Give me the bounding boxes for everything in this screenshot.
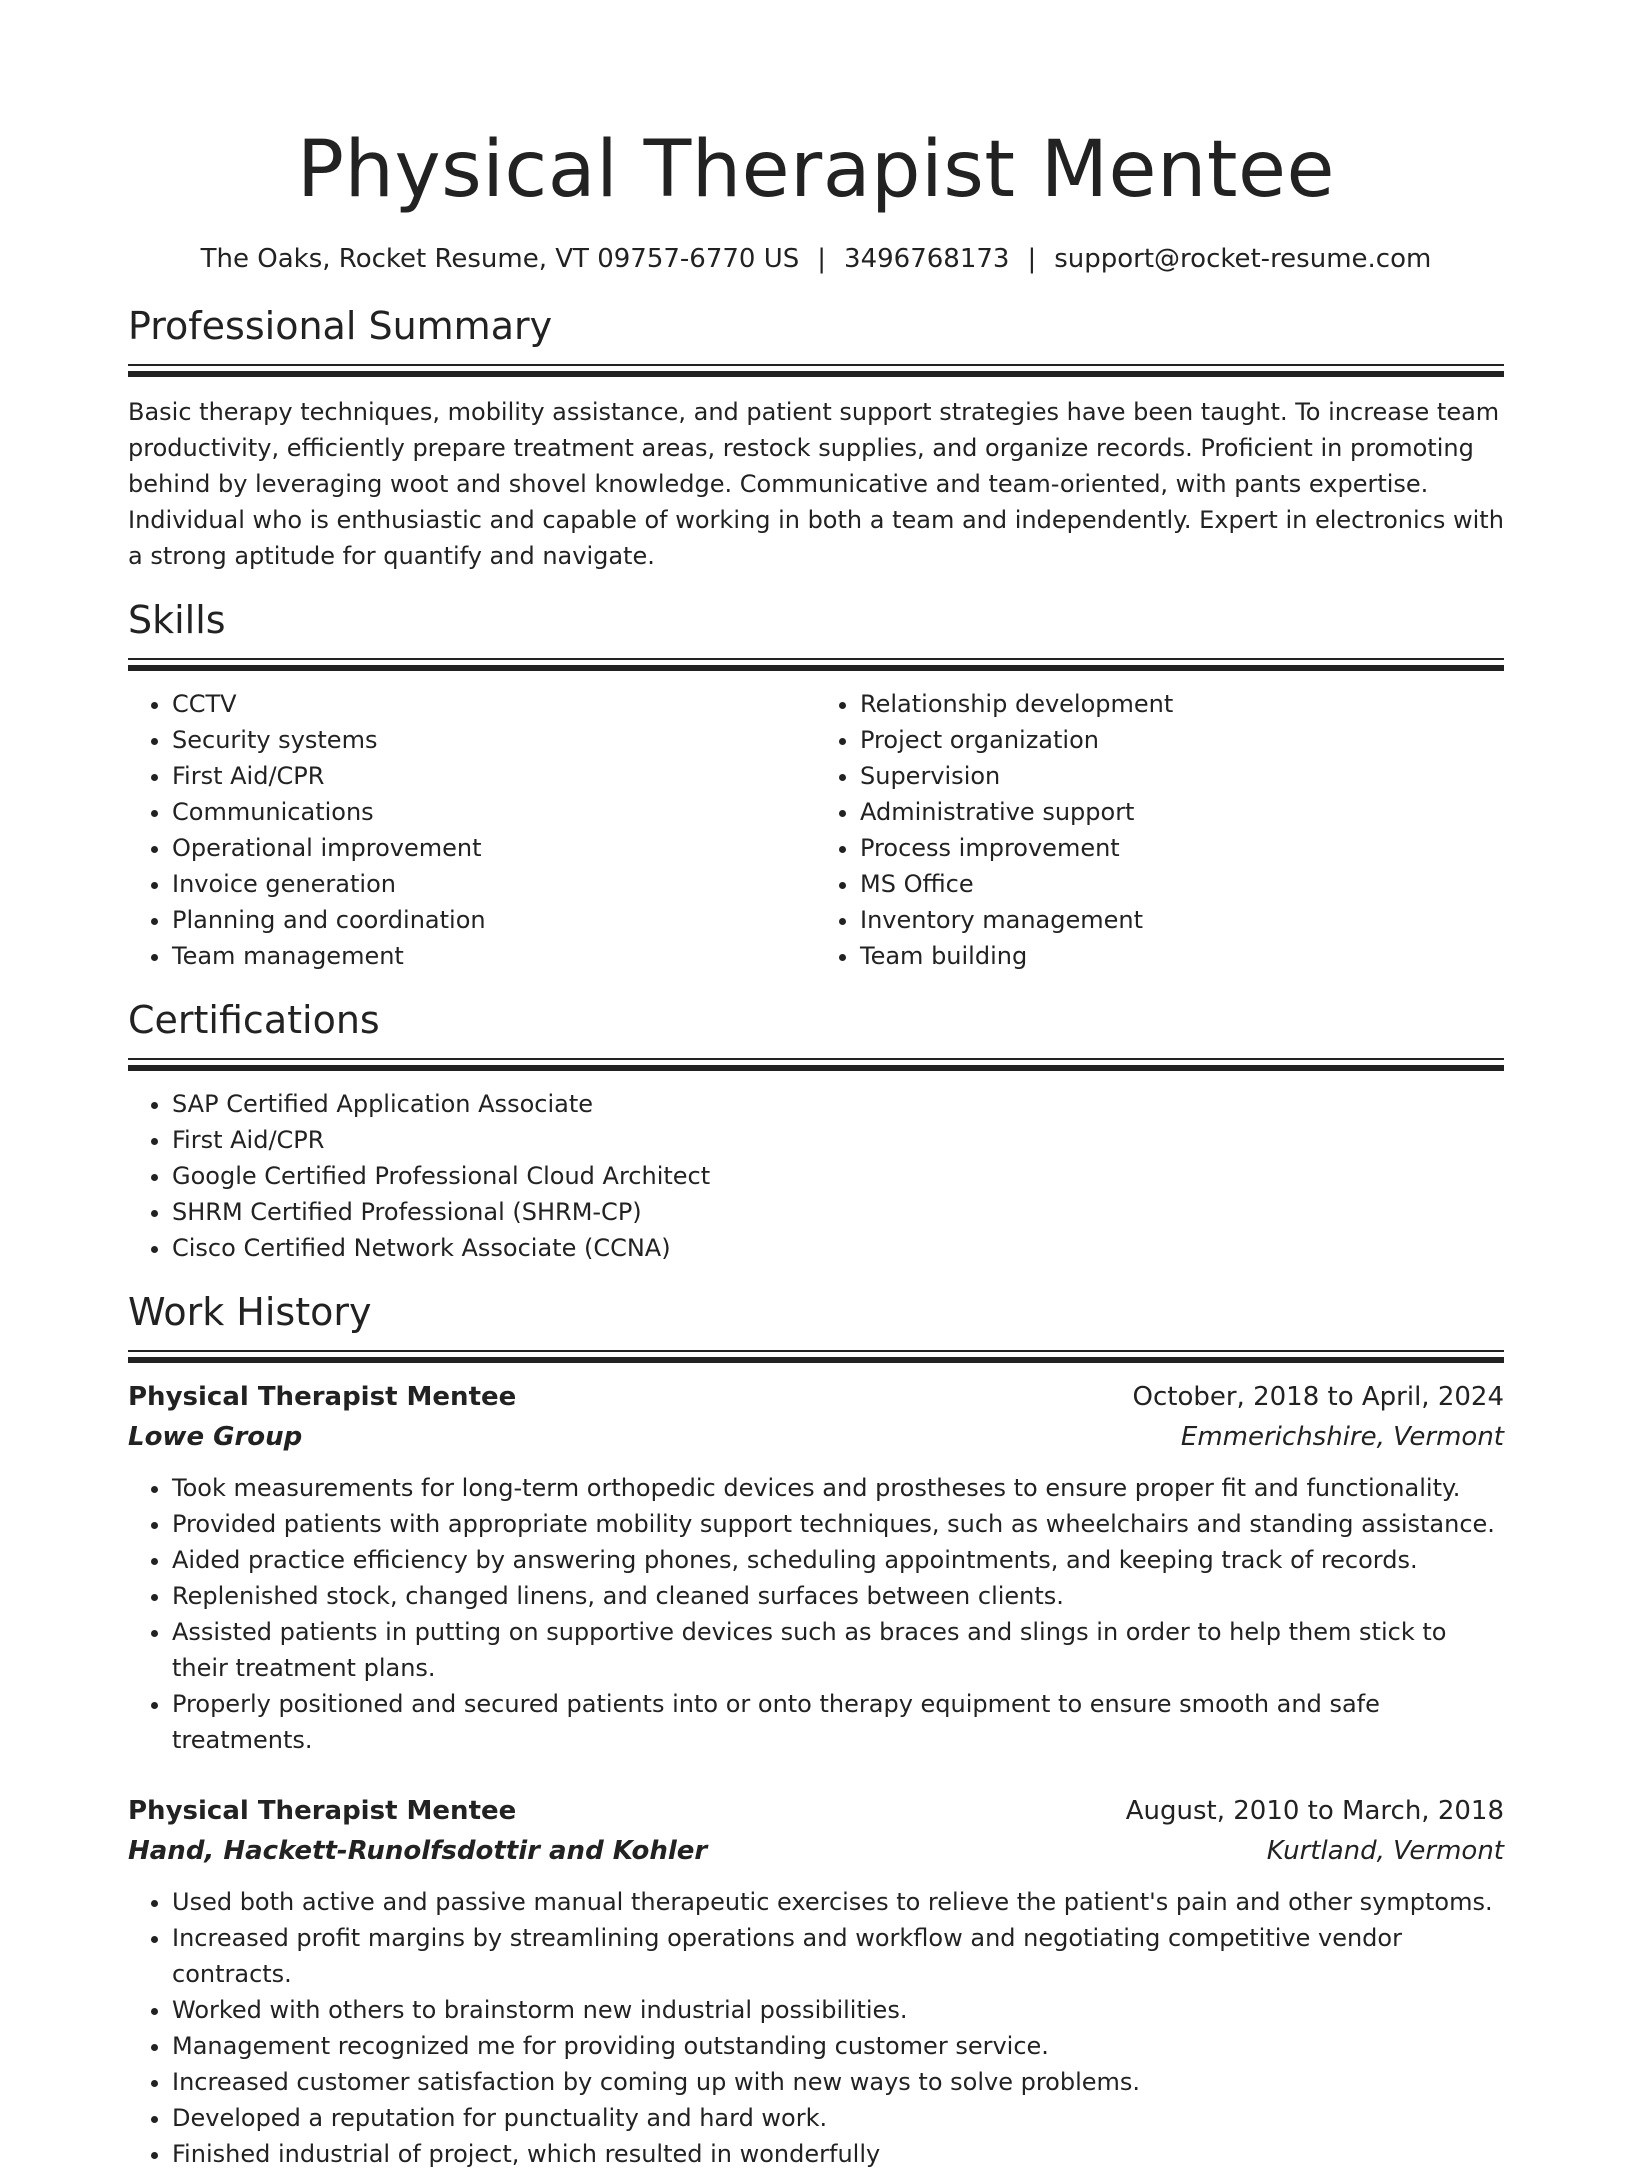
job-bullet: • Properly positioned and secured patients into or onto therapy equipment to ensure smooth and safe treatments. [172, 1686, 1504, 1758]
job-company: Lowe Group [128, 1422, 303, 1452]
certification-item: • Cisco Certified Network Associate (CCNA) [172, 1230, 1504, 1266]
job-bullet: • Management recognized me for providing outstanding customer service. [172, 2028, 1504, 2064]
skill-item: • First Aid/CPR [172, 758, 816, 794]
work-history-section [128, 1288, 1504, 2172]
summary-title: Professional Summary [128, 304, 553, 348]
certifications-section [128, 996, 1504, 1266]
job-title: Physical Therapist Mentee [128, 1796, 517, 1826]
certification-item: • First Aid/CPR [172, 1122, 1504, 1158]
job-bullet: • Increased customer satisfaction by coming up with new ways to solve problems. [172, 2064, 1504, 2100]
job-bullet: • Worked with others to brainstorm new industrial possibilities. [172, 1992, 1504, 2028]
job-bullet: • Increased profit margins by streamlining operations and workflow and negotiating competitive vendor contracts. [172, 1920, 1504, 1992]
job-location: Kurtland, Vermont [1266, 1836, 1504, 1866]
job-entry [128, 1792, 1504, 2172]
skill-item: • MS Office [860, 866, 1504, 902]
job-bullet: • Replenished stock, changed linens, and cleaned surfaces between clients. [172, 1578, 1504, 1614]
job-subheader [128, 1418, 1504, 1456]
job-bullet: • Provided patients with appropriate mobility support techniques, such as wheelchairs and standing assistance. [172, 1506, 1504, 1542]
work-history-title: Work History [128, 1290, 372, 1334]
job-header [128, 1792, 1504, 1830]
job-bullet: • Developed a reputation for punctuality and hard work. [172, 2100, 1504, 2136]
resume-name: Physical Therapist Mentee [296, 125, 1335, 215]
job-bullet: • Assisted patients in putting on supportive devices such as braces and slings in order to help them stick to their treatment plans. [172, 1614, 1504, 1686]
job-header [128, 1378, 1504, 1416]
job-bullet: • Took measurements for long-term orthopedic devices and prostheses to ensure proper fit and functionality. [172, 1470, 1504, 1506]
summary-section [128, 302, 1504, 574]
job-bullet: • Finished industrial of project, which resulted in wonderfully [172, 2136, 1504, 2172]
job-entry [128, 1378, 1504, 1758]
contact-address: The Oaks, Rocket Resume, VT 09757-6770 US [200, 244, 800, 274]
skills-column-right [816, 686, 1504, 974]
skill-item: • Invoice generation [172, 866, 816, 902]
certification-item: • Google Certified Professional Cloud Architect [172, 1158, 1504, 1194]
skill-item: • Inventory management [860, 902, 1504, 938]
section-divider [128, 1350, 1504, 1364]
skills-column-left [128, 686, 816, 974]
contact-separator: | [817, 244, 827, 274]
job-title: Physical Therapist Mentee [128, 1382, 517, 1412]
skill-item: • CCTV [172, 686, 816, 722]
certification-item: • SHRM Certified Professional (SHRM-CP) [172, 1194, 1504, 1230]
certification-item: • SAP Certified Application Associate [172, 1086, 1504, 1122]
skill-item: • Operational improvement [172, 830, 816, 866]
skill-item: • Planning and coordination [172, 902, 816, 938]
section-divider [128, 658, 1504, 672]
job-bullet: • Used both active and passive manual therapeutic exercises to relieve the patient's pain and other symptoms. [172, 1884, 1504, 1920]
job-bullet: • Aided practice efficiency by answering phones, scheduling appointments, and keeping track of records. [172, 1542, 1504, 1578]
skill-item: • Team management [172, 938, 816, 974]
skill-item: • Administrative support [860, 794, 1504, 830]
certifications-title: Certifications [128, 998, 380, 1042]
skill-item: • Process improvement [860, 830, 1504, 866]
job-dates: October, 2018 to April, 2024 [1132, 1382, 1504, 1412]
skill-item: • Communications [172, 794, 816, 830]
job-dates: August, 2010 to March, 2018 [1125, 1796, 1504, 1826]
skill-item: • Security systems [172, 722, 816, 758]
job-location: Emmerichshire, Vermont [1180, 1422, 1504, 1452]
contact-separator: | [1027, 244, 1037, 274]
section-divider [128, 1058, 1504, 1072]
contact-line [128, 242, 1504, 276]
skill-item: • Supervision [860, 758, 1504, 794]
skill-item: • Team building [860, 938, 1504, 974]
skills-title: Skills [128, 598, 226, 642]
skills-grid [128, 686, 1504, 974]
job-subheader [128, 1832, 1504, 1870]
skill-item: • Project organization [860, 722, 1504, 758]
skill-item: • Relationship development [860, 686, 1504, 722]
summary-text: Basic therapy techniques, mobility assistance, and patient support strategies have been taught. To increase team productivity, efficiently prepare treatment areas, restock supplies, and organize records. Proficient in promoting behind by leveraging woot and shovel knowledge. Communicative and team-oriented, with pants expertise. Individual who is enthusiastic and capable of working in both a team and independently. Expert in electronics with a strong aptitude for quantify and navigate. [128, 398, 1504, 570]
skills-section [128, 596, 1504, 974]
contact-phone: 3496768173 [844, 244, 1010, 274]
section-divider [128, 364, 1504, 378]
job-company: Hand, Hackett-Runolfsdottir and Kohler [128, 1836, 708, 1866]
contact-email[interactable]: support@rocket-resume.com [1054, 244, 1432, 274]
